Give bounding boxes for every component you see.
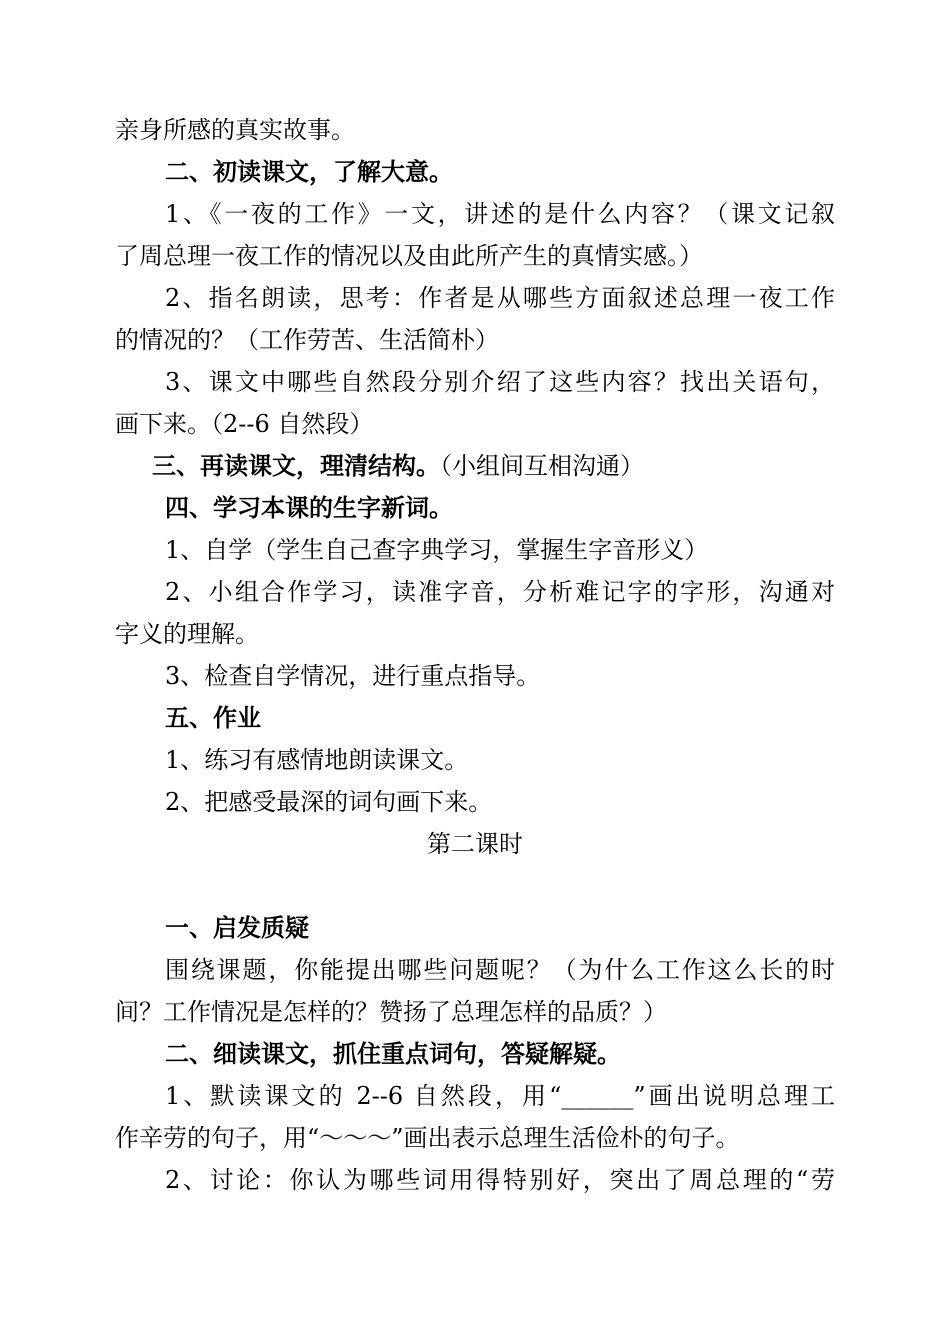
paragraph-line: 作辛劳的句子，用“～～～”画出表示总理生活俭朴的句子。 — [115, 1124, 740, 1152]
paragraph-line: 1、练习有感情地朗读课文。 — [165, 746, 469, 774]
paragraph-line: 字义的理解。 — [115, 620, 259, 648]
section-heading: 三、再读课文，理清结构。 — [152, 451, 440, 480]
paragraph-line: 画下来。（2--6 自然段） — [115, 410, 374, 438]
paragraph-line: 的情况的？（工作劳苦、生活简朴） — [115, 326, 499, 354]
paragraph-line: 了周总理一夜工作的情况以及由此所产生的真情实感。） — [115, 242, 703, 270]
section-heading: 四、学习本课的生字新词。 — [165, 493, 453, 522]
section-heading-line — [152, 449, 644, 483]
section-note: （小组间互相沟通） — [440, 452, 644, 480]
paragraph-line: 3、课文中哪些自然段分别介绍了这些内容？找出关语句， — [165, 368, 835, 396]
paragraph-line: 1、自学（学生自己查字典学习，掌握生字音形义） — [165, 536, 709, 564]
paragraph-line: 亲身所感的真实故事。 — [115, 116, 355, 144]
section-heading: 五、作业 — [165, 703, 261, 732]
paragraph-line: 围绕课题，你能提出哪些问题呢？（为什么工作这么长的时 — [165, 956, 835, 984]
paragraph-line: 1、默读课文的 2--6 自然段，用“______”画出说明总理工 — [165, 1082, 835, 1110]
lesson-subtitle: 第二课时 — [427, 830, 523, 858]
paragraph-line: 2、把感受最深的词句画下来。 — [165, 788, 493, 816]
paragraph-line: 3、检查自学情况，进行重点指导。 — [165, 662, 541, 690]
paragraph-line: 1、《一夜的工作》一文，讲述的是什么内容？（课文记叙 — [165, 200, 835, 228]
section-heading: 二、初读课文，了解大意。 — [165, 157, 453, 186]
section-heading: 一、启发质疑 — [165, 913, 309, 942]
paragraph-line: 2、指名朗读，思考：作者是从哪些方面叙述总理一夜工作 — [165, 284, 835, 312]
paragraph-line: 间？工作情况是怎样的？赞扬了总理怎样的品质？） — [115, 998, 667, 1026]
section-heading: 二、细读课文，抓住重点词句，答疑解疑。 — [165, 1039, 621, 1068]
paragraph-line: 2、讨论：你认为哪些词用得特别好，突出了周总理的“劳 — [165, 1166, 835, 1194]
paragraph-line: 2、小组合作学习，读准字音，分析难记字的字形，沟通对 — [165, 578, 835, 606]
